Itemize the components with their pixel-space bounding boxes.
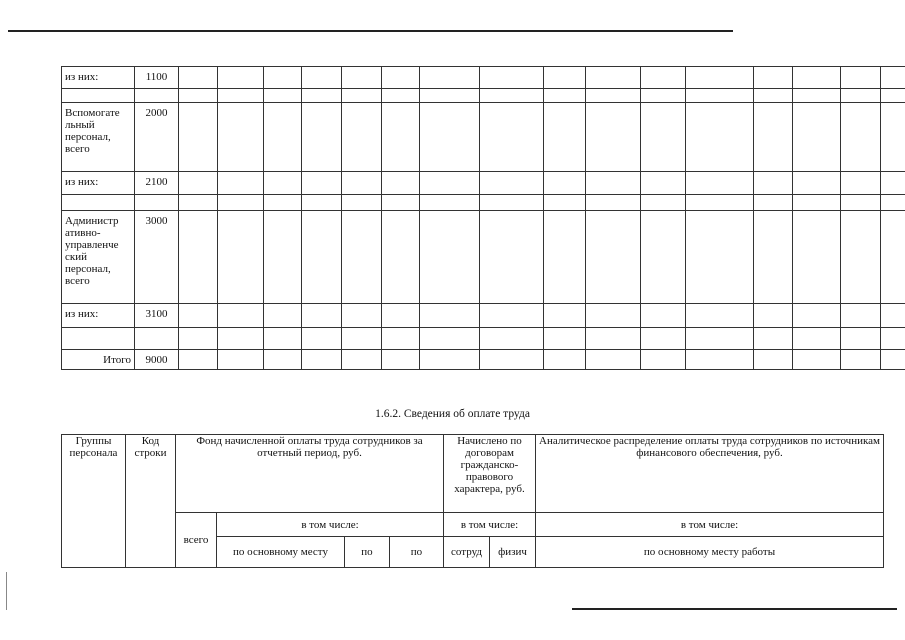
empty-cell xyxy=(686,350,754,370)
empty-cell xyxy=(586,67,641,89)
row-code: 3000 xyxy=(135,211,179,304)
empty-cell xyxy=(382,195,420,211)
empty-cell xyxy=(382,89,420,103)
empty-cell xyxy=(793,172,841,195)
empty-cell xyxy=(686,89,754,103)
empty-cell xyxy=(544,304,586,328)
empty-cell xyxy=(841,328,881,350)
header-main-place-work: по основному месту работы xyxy=(536,537,884,568)
empty-cell xyxy=(641,304,686,328)
empty-cell xyxy=(302,304,342,328)
row-label: Вспомогате льный персонал, всего xyxy=(62,103,135,172)
empty-cell xyxy=(754,67,793,89)
staff-table-continued xyxy=(61,66,905,370)
header-po-2: по xyxy=(390,537,444,568)
empty-cell xyxy=(179,350,218,370)
empty-cell xyxy=(586,103,641,172)
empty-cell xyxy=(342,328,382,350)
header-including-1: в том числе: xyxy=(217,513,444,537)
empty-cell xyxy=(264,89,302,103)
empty-cell xyxy=(881,89,905,103)
table-row xyxy=(62,350,905,370)
empty-cell xyxy=(793,195,841,211)
empty-cell xyxy=(420,211,480,304)
empty-cell xyxy=(342,304,382,328)
empty-cell xyxy=(881,172,905,195)
empty-cell xyxy=(382,67,420,89)
header-including-2: в том числе: xyxy=(444,513,536,537)
empty-cell xyxy=(342,350,382,370)
empty-cell xyxy=(793,328,841,350)
empty-cell xyxy=(686,67,754,89)
empty-cell xyxy=(480,304,544,328)
empty-cell xyxy=(686,103,754,172)
empty-cell xyxy=(881,350,905,370)
empty-cell xyxy=(382,328,420,350)
empty-cell xyxy=(420,195,480,211)
empty-cell xyxy=(586,195,641,211)
top-rule xyxy=(8,30,733,32)
empty-cell xyxy=(420,89,480,103)
empty-cell xyxy=(793,67,841,89)
empty-cell xyxy=(179,195,218,211)
empty-cell xyxy=(218,195,264,211)
empty-cell xyxy=(841,89,881,103)
empty-cell xyxy=(754,304,793,328)
empty-cell xyxy=(754,103,793,172)
empty-cell xyxy=(179,304,218,328)
empty-cell xyxy=(382,304,420,328)
empty-cell xyxy=(686,195,754,211)
empty-cell xyxy=(382,350,420,370)
empty-cell xyxy=(179,67,218,89)
empty-cell xyxy=(342,211,382,304)
empty-cell xyxy=(793,304,841,328)
table-row xyxy=(62,195,905,211)
empty-cell xyxy=(382,103,420,172)
empty-cell xyxy=(544,211,586,304)
header-code: Код строки xyxy=(126,435,176,568)
empty-cell xyxy=(586,328,641,350)
empty-cell xyxy=(420,350,480,370)
row-code xyxy=(135,328,179,350)
empty-cell xyxy=(641,350,686,370)
empty-cell xyxy=(641,195,686,211)
empty-cell xyxy=(264,211,302,304)
empty-cell xyxy=(881,67,905,89)
empty-cell xyxy=(881,328,905,350)
row-code: 1100 xyxy=(135,67,179,89)
table-row xyxy=(62,103,905,172)
empty-cell xyxy=(641,328,686,350)
row-label xyxy=(62,89,135,103)
empty-cell xyxy=(302,211,342,304)
empty-cell xyxy=(179,211,218,304)
empty-cell xyxy=(754,89,793,103)
empty-cell xyxy=(881,304,905,328)
empty-cell xyxy=(342,89,382,103)
empty-cell xyxy=(179,172,218,195)
empty-cell xyxy=(342,172,382,195)
empty-cell xyxy=(686,172,754,195)
empty-cell xyxy=(420,304,480,328)
empty-cell xyxy=(382,172,420,195)
empty-cell xyxy=(302,195,342,211)
row-code: 2000 xyxy=(135,103,179,172)
table-row xyxy=(62,328,905,350)
empty-cell xyxy=(420,103,480,172)
empty-cell xyxy=(586,304,641,328)
empty-cell xyxy=(641,67,686,89)
pay-info-table xyxy=(61,434,884,568)
empty-cell xyxy=(881,103,905,172)
empty-cell xyxy=(544,328,586,350)
left-margin-mark xyxy=(6,572,7,610)
empty-cell xyxy=(544,67,586,89)
empty-cell xyxy=(641,89,686,103)
header-individuals: физич xyxy=(490,537,536,568)
empty-cell xyxy=(218,211,264,304)
empty-cell xyxy=(480,67,544,89)
empty-cell xyxy=(480,195,544,211)
empty-cell xyxy=(302,172,342,195)
empty-cell xyxy=(264,172,302,195)
header-including-3: в том числе: xyxy=(536,513,884,537)
section-caption: 1.6.2. Сведения об оплате труда xyxy=(375,408,530,420)
table-row xyxy=(62,67,905,89)
empty-cell xyxy=(544,103,586,172)
bottom-rule xyxy=(572,608,897,610)
empty-cell xyxy=(754,195,793,211)
empty-cell xyxy=(218,304,264,328)
empty-cell xyxy=(641,172,686,195)
empty-cell xyxy=(420,172,480,195)
empty-cell xyxy=(544,195,586,211)
empty-cell xyxy=(179,103,218,172)
row-code xyxy=(135,89,179,103)
empty-cell xyxy=(420,67,480,89)
header-total: всего xyxy=(176,513,217,568)
empty-cell xyxy=(841,67,881,89)
table-row xyxy=(62,172,905,195)
header-groups: Группы персонала xyxy=(62,435,126,568)
empty-cell xyxy=(218,89,264,103)
empty-cell xyxy=(480,211,544,304)
table-row xyxy=(62,304,905,328)
row-label: Итого xyxy=(62,350,135,370)
header-po-1: по xyxy=(345,537,390,568)
header-fund: Фонд начисленной оплаты труда сотрудников за отчетный период, руб. xyxy=(176,435,444,513)
empty-cell xyxy=(793,350,841,370)
empty-cell xyxy=(480,89,544,103)
table-row xyxy=(62,89,905,103)
row-label: из них: xyxy=(62,67,135,89)
empty-cell xyxy=(841,195,881,211)
row-code xyxy=(135,195,179,211)
empty-cell xyxy=(218,328,264,350)
empty-cell xyxy=(586,350,641,370)
empty-cell xyxy=(264,304,302,328)
empty-cell xyxy=(420,328,480,350)
empty-cell xyxy=(544,89,586,103)
empty-cell xyxy=(179,328,218,350)
empty-cell xyxy=(881,195,905,211)
empty-cell xyxy=(841,103,881,172)
empty-cell xyxy=(342,67,382,89)
row-label: Администр ативно- управленче ский персонал, всего xyxy=(62,211,135,304)
empty-cell xyxy=(586,172,641,195)
empty-cell xyxy=(218,67,264,89)
empty-cell xyxy=(793,89,841,103)
empty-cell xyxy=(686,211,754,304)
row-code: 2100 xyxy=(135,172,179,195)
empty-cell xyxy=(686,328,754,350)
empty-cell xyxy=(480,350,544,370)
empty-cell xyxy=(218,350,264,370)
empty-cell xyxy=(586,211,641,304)
empty-cell xyxy=(382,211,420,304)
empty-cell xyxy=(686,304,754,328)
empty-cell xyxy=(754,328,793,350)
empty-cell xyxy=(342,195,382,211)
empty-cell xyxy=(264,67,302,89)
empty-cell xyxy=(754,211,793,304)
empty-cell xyxy=(480,172,544,195)
empty-cell xyxy=(302,67,342,89)
empty-cell xyxy=(218,103,264,172)
empty-cell xyxy=(264,350,302,370)
empty-cell xyxy=(302,350,342,370)
empty-cell xyxy=(841,350,881,370)
header-analytic: Аналитическое распределение оплаты труда сотрудников по источникам финансового обеспечения, руб. xyxy=(536,435,884,513)
empty-cell xyxy=(544,172,586,195)
empty-cell xyxy=(881,211,905,304)
empty-cell xyxy=(264,195,302,211)
empty-cell xyxy=(179,89,218,103)
empty-cell xyxy=(544,350,586,370)
empty-cell xyxy=(641,211,686,304)
empty-cell xyxy=(793,103,841,172)
empty-cell xyxy=(302,89,342,103)
header-employees: сотруд xyxy=(444,537,490,568)
empty-cell xyxy=(342,103,382,172)
empty-cell xyxy=(218,172,264,195)
row-label xyxy=(62,328,135,350)
empty-cell xyxy=(793,211,841,304)
empty-cell xyxy=(586,89,641,103)
empty-cell xyxy=(264,328,302,350)
row-code: 3100 xyxy=(135,304,179,328)
row-label: из них: xyxy=(62,172,135,195)
empty-cell xyxy=(841,211,881,304)
empty-cell xyxy=(754,172,793,195)
row-label: из них: xyxy=(62,304,135,328)
table-row xyxy=(62,211,905,304)
row-label xyxy=(62,195,135,211)
empty-cell xyxy=(302,103,342,172)
empty-cell xyxy=(841,304,881,328)
empty-cell xyxy=(302,328,342,350)
empty-cell xyxy=(841,172,881,195)
empty-cell xyxy=(480,328,544,350)
header-main-place: по основному месту xyxy=(217,537,345,568)
empty-cell xyxy=(754,350,793,370)
empty-cell xyxy=(641,103,686,172)
header-gph: Начислено по договорам гражданско-правового характера, руб. xyxy=(444,435,536,513)
empty-cell xyxy=(480,103,544,172)
row-code: 9000 xyxy=(135,350,179,370)
empty-cell xyxy=(264,103,302,172)
